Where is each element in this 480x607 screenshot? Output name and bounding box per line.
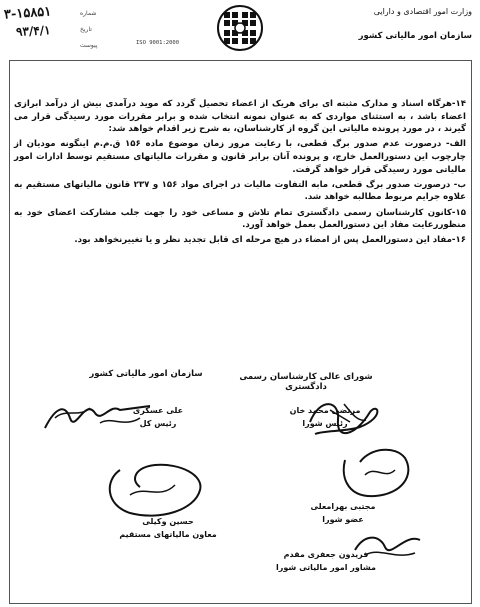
signer-council-head <box>270 404 380 430</box>
organization-name: سازمان امور مالیاتی کشور <box>358 31 472 41</box>
signer-tax-head <box>118 404 198 430</box>
signer-name: علی عسکری <box>132 406 184 415</box>
clause-14: ۱۴-هرگاه اسناد و مدارک مثبته ای برای هریک از اعضاء تحصیل گردد که موید درآمدی بیش از درآمد ابرازی اعضاء باشد ، به استثنای مواردی که به عنوان نمونه انتخاب شده و برابر مقررات مورد رسیدگی قرار می گیرند ، در مورد پرونده مالیاتی این گروه از کارشناسان، به شرح زیر اقدام خواهد شد: <box>14 99 466 135</box>
signer-name: فریدون جعفری مقدم <box>283 550 369 559</box>
signer-name: حسین وکیلی <box>142 517 194 526</box>
clause-14-b: ب- درصورت صدور برگ قطعی، مابه التفاوت مالیات در اجرای مواد ۱۵۶ و ۲۳۷ قانون مالیاتهای مستقیم به علاوه جرایم مربوط مطالبه خواهد شد. <box>14 179 467 203</box>
date-label: تاریخ <box>80 26 92 33</box>
signer-title: معاون مالیاتهای مستقیم <box>119 530 217 539</box>
right-signing-body: شورای عالی کارشناسان رسمی دادگستری <box>239 372 373 392</box>
clause-15: ۱۵-کانون کارشناسان رسمی دادگستری تمام تلاش و مساعی خود را جهت جلب مشارکت اعضای خود به منظوررعایت مفاد این دستورالعمل بعمل خواهد آورد. <box>14 207 466 231</box>
signer-deputy <box>108 515 228 541</box>
signer-council-member <box>298 500 388 526</box>
letter-number: ۳-۱۵۸۵۱ <box>3 4 52 23</box>
number-label: شماره <box>80 10 97 17</box>
ministry-name: وزارت امور اقتصادی و دارایی <box>373 7 472 16</box>
signer-title: عضو شورا <box>322 515 364 524</box>
letter-reference-block <box>4 2 96 56</box>
letterhead-right <box>322 6 472 42</box>
clause-14-a: الف- درصورت عدم صدور برگ قطعی، با رعایت مرور زمان موضوع ماده ۱۵۶ ق.م.م اینگونه مودیان از چارچوب این دستورالعمل خارج، و پرونده آنان برابر قانون و مقررات مالیاتهای مستقیم توسط ادارات امور مالیاتی مورد رسیدگی قرار خواهد گرفت. <box>14 139 466 175</box>
attachment-label: پیوست <box>80 42 98 49</box>
document-body <box>14 98 466 250</box>
left-signing-body: سازمان امور مالیاتی کشور <box>89 369 203 379</box>
signer-title: مشاور امور مالیاتی شورا <box>276 563 376 572</box>
iso-certification-label: ISO 9001:2000 <box>136 40 180 46</box>
signer-name: مجتبی بهرامعلی <box>310 502 376 511</box>
clause-16: ۱۶-مفاد این دستورالعمل پس از امضاء در هیچ مرحله ای قابل تجدید نظر و یا تغییرنخواهد بود. <box>74 235 466 246</box>
organization-emblem-icon <box>216 4 264 52</box>
signer-name: مرتضی محمد خان <box>289 406 361 415</box>
signer-title: رئیس شورا <box>302 419 348 428</box>
signer-title: رئیس کل <box>139 419 177 428</box>
letter-date: ۹۳/۴/۱ <box>15 23 51 39</box>
signer-council-advisor <box>266 548 386 574</box>
